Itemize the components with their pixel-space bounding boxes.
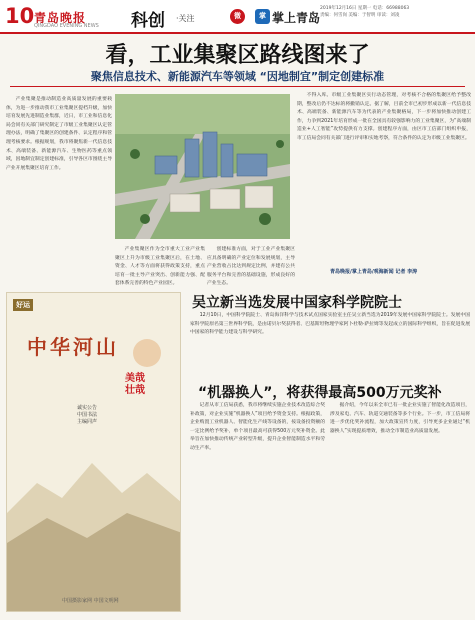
story2-lede bbox=[190, 312, 470, 338]
art-advertisement bbox=[6, 292, 181, 612]
paragraph: 据介绍，今年以来全市已有一批企业实施了智能化改造项目，涉及家电、汽车、轨道交通装备等多个行业。下一步，市工信局将进一步优化奖补流程，加大政策宣传力度，引导更多企业通过“机器换人”实现提质增效，推动全市制造业高质量发展。 bbox=[330, 403, 470, 434]
weibo-icon: 微 bbox=[230, 9, 245, 24]
article-column-c bbox=[207, 246, 295, 286]
article-column-b bbox=[115, 246, 205, 286]
paper-dateline: QINGDAO EVENING NEWS bbox=[34, 23, 99, 29]
article-column-d bbox=[297, 92, 471, 287]
section-title: 科创 bbox=[131, 11, 165, 31]
paragraph: 记者从市工信局获悉，我市将继续实施企业技术改造综合奖补政策，对企业实施“机器换人”项目给予资金支持。根据政策，企业购置工业机器人、智能化生产线等设备的，按设备投资额的一定比例给予奖补，单个项目最高可获得500万元奖补资金。此举旨在加快推动传统产业转型升级，提升企业智能制造水平和劳动生产率。 bbox=[190, 403, 325, 451]
main-subhead: 聚焦信息技术、新能源汽车等领域 “因地制宜”制定创建标准 bbox=[90, 70, 385, 83]
story3-headline: “机器换人”，将获得最高500万元奖补 bbox=[198, 385, 442, 401]
paragraph: 创建标准方面，对于工业产业集聚区应具备明确的产业定位和发展规划，主导产业营收占比达到规定比例，并建有公共服务平台和完善的基础设施，形成良好的产业生态。 bbox=[207, 247, 295, 286]
story3-column-f bbox=[330, 402, 470, 614]
art-badge: 好运 bbox=[13, 299, 33, 311]
story2-headline: 吴立新当选发展中国家科学院院士 bbox=[192, 295, 402, 311]
app-name: 掌上青岛 bbox=[272, 11, 321, 25]
poem-line: 主编同声 bbox=[77, 419, 98, 425]
edition-meta bbox=[320, 5, 470, 19]
article-column-a bbox=[6, 96, 112, 236]
article-byline: 青岛晚报/掌上青岛/观海新闻 记者 李涛 bbox=[330, 269, 418, 275]
page-header bbox=[0, 0, 475, 34]
meta-line-1: 2019年12月16日 星期一 电话：66988063 bbox=[320, 6, 410, 11]
app-icon: 掌 bbox=[255, 9, 270, 24]
page-number: 10 bbox=[5, 4, 35, 28]
poem-line: 中国书法 bbox=[77, 412, 98, 418]
paper-name: 青岛晚报 bbox=[34, 11, 87, 25]
meta-line-2: 责编：何雪岗 美编：于智明 审读：刘凌 bbox=[320, 13, 400, 18]
industrial-park-photo bbox=[115, 94, 290, 239]
divider bbox=[10, 86, 465, 87]
paragraph: 产业集聚区作为全市重大工业产业集聚区上升为市级工业集聚区后，在土地、资金、人才等方面将获得政策支持，重点培育一批主导产业突出、创新能力强、配套体系完善的特色产业园区。 bbox=[115, 247, 205, 286]
paragraph: 不得入库。市级工业集聚区实行动态管理，对考核不合格的集聚区给予整改期，整改后仍不达标的将撤销认定。据了解，目前全市已初步形成以新一代信息技术、高端装备、新能源汽车等为代表的产业集聚格局，下一步将加快推动创建工作，力争到2021年培育形成一批在全国具有较强影响力的工业集聚区，为“高端制造业+人工智能”攻势提供有力支撑。创建程序方面，由区市工信部门组织申报，市工信局会同有关部门进行评审和实地考察，符合条件的认定为市级工业集聚区。 bbox=[297, 93, 471, 141]
paragraph: 产业集聚是推动制造业高质量发展的重要载体，为进一步推动我市工业集聚区提档升级，加快培育发展先进制造业集群，近日，市工业和信息化局会同有关部门研究制定了市级工业集聚区认定管理办法，明确了集聚区的创建条件、认定程序和管理考核要求。根据规划，我市将聚焦新一代信息技术、高端装备、新能源汽车、生物医药等重点领域，因地制宜制定创建标准，引导各区市围绕主导产业开展集聚区培育工作。 bbox=[6, 97, 112, 171]
art-title: 中华河山 bbox=[27, 335, 119, 359]
art-poem bbox=[77, 405, 97, 426]
art-vertical-title: 美哉壮哉 bbox=[125, 373, 145, 396]
section-subtitle: ·关注 bbox=[176, 14, 195, 23]
poem-line: 诚实公告 bbox=[77, 405, 98, 411]
aerial-view-illustration bbox=[115, 94, 290, 239]
main-headline: 看，工业集聚区路线图来了 bbox=[105, 43, 370, 68]
story3-column-e bbox=[190, 402, 325, 614]
paragraph: 12月10日，中国科学院院士、青岛海洋科学与技术试点国家实验室主任吴立新当选为2019年发展中国家科学院院士。发展中国家科学院原名第三世界科学院，是由诺贝尔奖获得者、巴基斯坦物理学家阿卜杜勒·萨拉姆等发起成立的国际科学组织，旨在促进发展中国家的科学能力建设与科学研究。 bbox=[190, 313, 470, 336]
art-footer: 中国摄影家网 中国文明网 bbox=[62, 598, 119, 604]
